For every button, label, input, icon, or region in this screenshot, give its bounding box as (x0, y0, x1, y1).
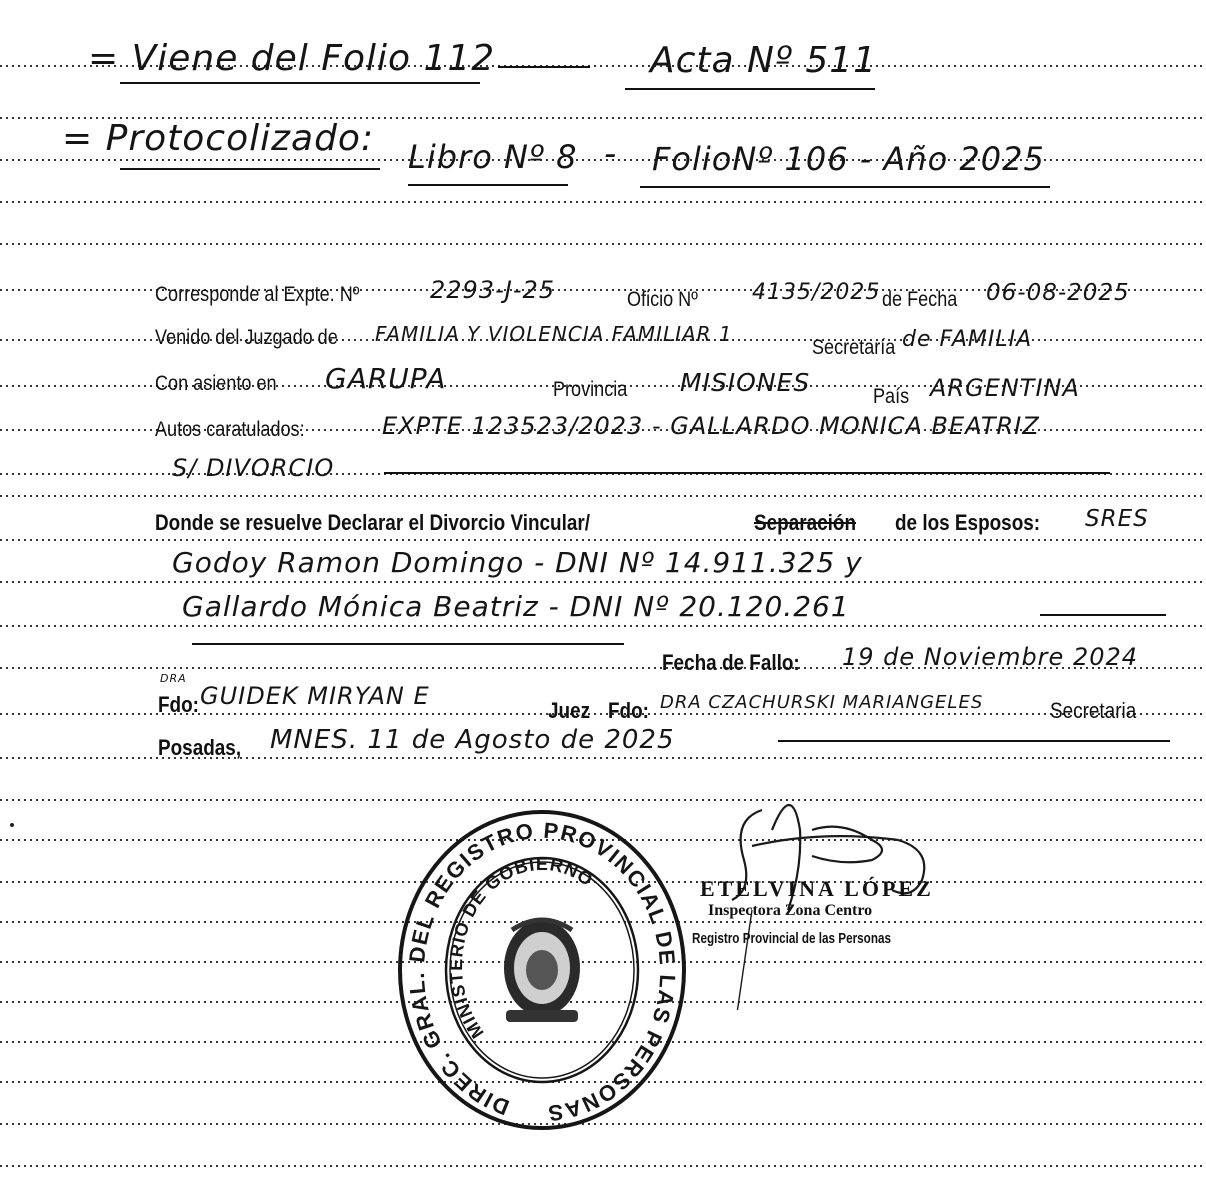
secretaria-value: de FAMILIA (902, 327, 1033, 352)
protocolizado-label: = Protocolizado: (62, 118, 375, 159)
oficio-value: 4135/2025 (752, 280, 881, 305)
juez-label: Juez (548, 698, 591, 723)
posadas-label: Posadas, (158, 735, 242, 760)
svg-text:MINISTERIO DE GOBIERNO: MINISTERIO DE GOBIERNO (445, 853, 598, 1043)
svg-text:DIREC. GRAL. DEL REGISTRO PROV: DIREC. GRAL. DEL REGISTRO PROVINCIAL DE LAS PERSONAS (404, 817, 681, 1127)
fdo-label: Fdo: (158, 692, 199, 717)
fdo2-label: Fdo: (608, 698, 649, 723)
autos-value-2: S/ DIVORCIO (172, 454, 335, 482)
acta-underline (625, 88, 875, 90)
expte-value: 2293-J-25 (430, 276, 556, 304)
libro-number: Libro Nº 8 (408, 138, 578, 176)
provincia-label: Provincia (553, 378, 628, 401)
folio-anio: FolioNº 106 - Año 2025 (652, 140, 1045, 178)
coat-of-arms-icon (504, 920, 580, 1022)
acta-number: Acta Nº 511 (650, 40, 878, 81)
official-seal (396, 806, 688, 1134)
fecha-fallo-value: 19 de Noviembre 2024 (842, 643, 1139, 671)
secretaria-firma-label: Secretaria (1050, 698, 1137, 723)
fecha-label: de Fecha (882, 288, 958, 311)
autos-2-line (384, 472, 1110, 474)
esposo-2: Gallardo Mónica Beatriz - DNI Nº 20.120.261 (182, 590, 850, 623)
juez-value: GUIDEK MIRYAN E (200, 682, 430, 710)
pais-value: ARGENTINA (930, 374, 1080, 402)
separacion-struck: Separación (754, 510, 857, 535)
venido-label: Venido del Juzgado de (155, 326, 338, 349)
con-asiento-label: Con asiento en (155, 372, 277, 395)
viene-underline (120, 82, 480, 84)
esposo-1: Godoy Ramon Domingo - DNI Nº 14.911.325 y (172, 546, 863, 579)
juzgado-value: FAMILIA Y VIOLENCIA FAMILIAR 1 (375, 322, 733, 346)
libro-underline (408, 184, 568, 186)
pais-label: País (873, 385, 910, 408)
autos-value: EXPTE 123523/2023 - GALLARDO MONICA BEATRIZ (382, 412, 1040, 440)
asiento-value: GARUPA (325, 362, 447, 395)
header-separator: - (604, 134, 618, 174)
provincia-value: MISIONES (680, 368, 811, 397)
secretaria-firma-value: DRA CZACHURSKI MARIANGELES (660, 692, 984, 713)
stamp-name: ETELVINA LÓPEZ (700, 876, 934, 901)
stamp-role: Inspectora Zona Centro (708, 902, 873, 919)
folio-underline (640, 186, 1050, 188)
fecha-fallo-label: Fecha de Fallo: (662, 650, 800, 675)
viene-dash (498, 66, 590, 68)
posadas-line (778, 740, 1170, 742)
blank-line (192, 643, 624, 645)
protocolizado-underline (120, 168, 380, 170)
esposos-label: de los Esposos: (895, 510, 1041, 535)
dra-small: DRA (160, 672, 187, 685)
resuelve-text: Donde se resuelve Declarar el Divorcio Vincular/ (155, 510, 591, 535)
stamp-org: Registro Provincial de las Personas (692, 930, 891, 947)
sres-value: SRES (1085, 506, 1149, 532)
posadas-date: MNES. 11 de Agosto de 2025 (270, 725, 675, 755)
fecha-value: 06-08-2025 (986, 280, 1130, 306)
margin-dot (10, 823, 14, 827)
signature-stamp (692, 790, 992, 1010)
oficio-label: Oficio Nº (627, 288, 698, 311)
viene-del-folio: = Viene del Folio 112 (88, 38, 496, 79)
esposo-2-line (1040, 614, 1166, 616)
corresponde-label: Corresponde al Expte. Nº (155, 283, 360, 306)
secretaria-label: Secretaría (812, 336, 896, 359)
autos-label: Autos caratulados: (155, 418, 305, 441)
